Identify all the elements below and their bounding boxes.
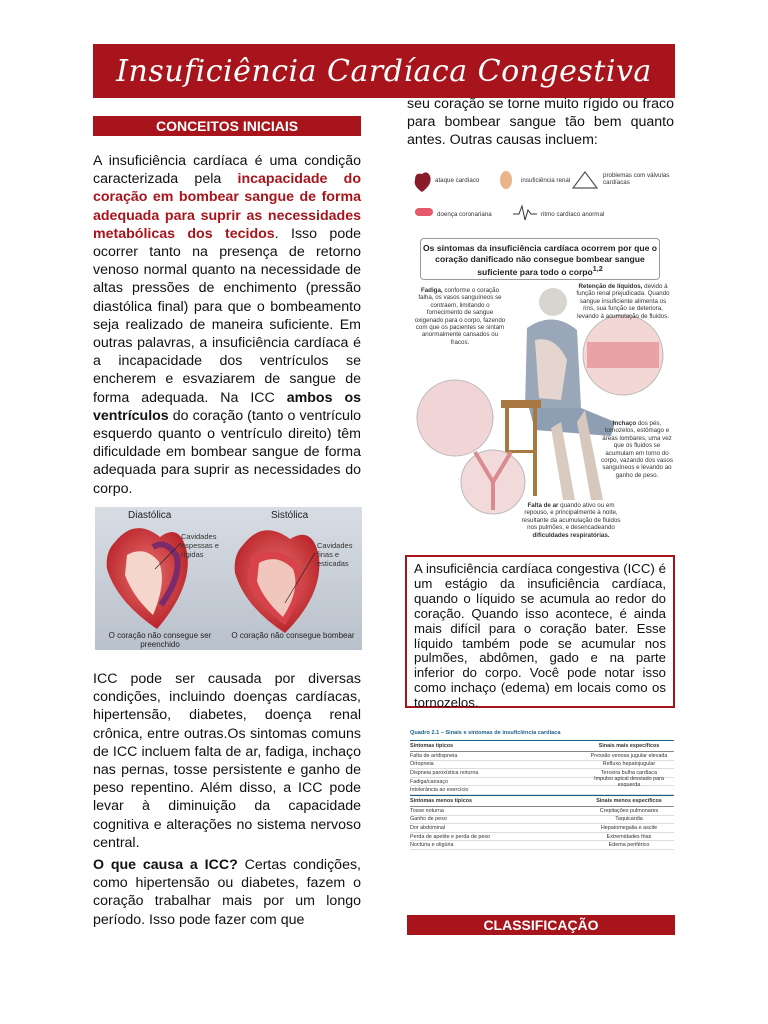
signs-symptoms-table: [410, 730, 674, 890]
swelling-note: Inchaço dos pés, tornozelos, estômago e áreas lombares, uma vez que os fluidos se acumulam em torno do corpo, vazando dos vasos sanguíneos e levando ao ganho de peso.: [601, 420, 673, 479]
systolic-label: Sistólica: [271, 510, 309, 521]
coronary-icon: [415, 208, 433, 216]
heart-figure: [95, 507, 362, 650]
systolic-note: Cavidades finas e esticadas: [317, 541, 353, 568]
table-row: Falta de ar/dispneia Pressão venosa jugular elevada: [410, 752, 674, 761]
table-row: Dispneia paroxística noturna Terceira bulha cardíaca: [410, 769, 674, 778]
diastolic-note: Cavidades espessas e rígidas: [181, 532, 219, 559]
what-causes-heading: O que causa a ICC?: [93, 857, 238, 873]
diastolic-caption: O coração não consegue ser preenchido: [108, 631, 212, 649]
table-row: Ganho de peso Taquicardia: [410, 816, 674, 825]
systolic-heart-icon: [235, 530, 320, 633]
section-header-conceitos: CONCEITOS INICIAIS: [93, 116, 361, 136]
table-caption: Quadro 2.1 – Sinais e sintomas de insuficiência cardíaca: [410, 730, 561, 736]
cause-rhythm: ritmo cardíaco anormal: [541, 211, 605, 218]
valve-icon: [573, 172, 597, 188]
diastolic-heart-icon: [107, 528, 188, 629]
what-causes-paragraph: O que causa a ICC? Certas condições, como hipertensão ou diabetes, fazem o coração trabalhar mais por um longo período. Isso pode fazer com que: [93, 857, 361, 928]
shortness-of-breath-note: Falta de ar quando ativo ou em repouso, e principalmente à noite, resultante da acumulação de fluidos nos pulmões, e desencadeando dificuldades respiratórias.: [521, 502, 621, 539]
fatigue-note: Fadiga, conforme o coração falha, os vasos sanguíneos se contraem, limitando o fornecimento de sangue oxigenado para o corpo, fazendo com que os pacientes se sintam anormalmente cansados ou fracos.: [414, 287, 506, 346]
table-row: Fadiga/cansaço Impulso apical desviado para esquerda: [410, 778, 674, 787]
table-row: Ortopneia Refluxo hepatojugular: [410, 761, 674, 770]
intro-paragraph: A insuficiência cardíaca é uma condição caracterizada pela incapacidade do coração em bombear sangue de forma adequada para suprir as necessidades metabólicas dos tecidos. Isso pode ocorrer tanto na presença de retorno venoso normal quanto na necessidade de altas pressões de enchimento (pressão diastólica final) para que o bombeamento seja realizado de maneira suficiente. Em outras palavras, a insuficiência cardíaca é a incapacidade dos ventrículos se encherem e esvaziarem de sangue de forma adequada. Na ICC ambos os ventrículos do coração (tanto o ventrículo esquerdo quanto o ventrículo direito) têm dificuldade em bombear sangue de forma adequada para suprir as necessidades do corpo.: [93, 153, 361, 497]
table-row: Noctúria e oligúria Edema periférico: [410, 841, 674, 850]
cause-valves: problemas com válvulas cardíacas: [603, 172, 670, 187]
definition-box: A insuficiência cardíaca congestiva (ICC) é um estágio da insuficiência cardíaca, quando o líquido se acumula ao redor do coração. Quando isso acontece, é ainda mais difícil para o coração bater. Esse líquido também pode se acumular nos pulmões, abdômen, gado e na parte inferior do corpo. Você pode notar isso como inchaço (edema) em locais como os tornozelos.: [405, 555, 675, 708]
title-banner: [93, 44, 675, 98]
causes-paragraph: ICC pode ser causada por diversas condições, incluindo doenças cardíacas, hipertensão, diabetes, doença renal crônica, entre outras.Os sintomas comuns de ICC incluem falta de ar, fadiga, inchaço nas pernas, tosse persistente e ganho de peso repentino. Além disso, a ICC pode levar à diminuição da capacidade cognitiva e alterações no sistema nervoso central.: [93, 671, 361, 851]
kidney-icon: [500, 171, 512, 189]
table-header: Sintomas típicos Sinais mais específicos: [410, 740, 674, 752]
table-header: Sintomas menos típicos Sinais menos específicos: [410, 795, 674, 807]
table-row: Perda de apetite e perda de peso Extremidades frias: [410, 833, 674, 842]
cause-renal: insuficiência renal: [521, 177, 571, 184]
symptoms-box: Os sintomas da insuficiência cardíaca ocorrem por que o coração danificado não consegue bombear sangue suficiente para todo o corpo$^{1,2}$: [420, 238, 660, 280]
cause-heart-attack: ataque cardíaco: [435, 177, 480, 184]
hearts-illustration: [95, 507, 362, 650]
table-row: Dor abdominal Hepatomegalia e ascite: [410, 824, 674, 833]
continuation-paragraph: seu coração se torne muito rígido ou fraco para bombear sangue tão bem quanto antes. Outras causas incluem:: [407, 96, 674, 149]
page-title: Insuficiência Cardíaca Congestiva: [116, 53, 652, 89]
diastolic-label: Diastólica: [128, 510, 172, 521]
rhythm-icon: [513, 206, 537, 220]
lungs-magnifier-icon: [417, 380, 493, 456]
fluid-retention-note: Retenção de líquidos, devido à função renal prejudicada. Quando sangue insuficiente alimenta os rins, sua função se deteriora, levando à acumulação de fluidos.: [576, 283, 670, 320]
systolic-caption: O coração não consegue bombear: [231, 631, 355, 640]
section-header-classificacao: CLASSIFICAÇÃO: [407, 915, 675, 935]
table-row: Intolerância ao exercício: [410, 786, 674, 795]
infographic-art: [405, 160, 675, 552]
heart-attack-icon: [415, 172, 431, 192]
table-row: Tosse noturna Crepitações pulmonares: [410, 807, 674, 816]
cause-coronary: doença coronariana: [437, 211, 492, 218]
symptoms-infographic: [405, 160, 675, 552]
